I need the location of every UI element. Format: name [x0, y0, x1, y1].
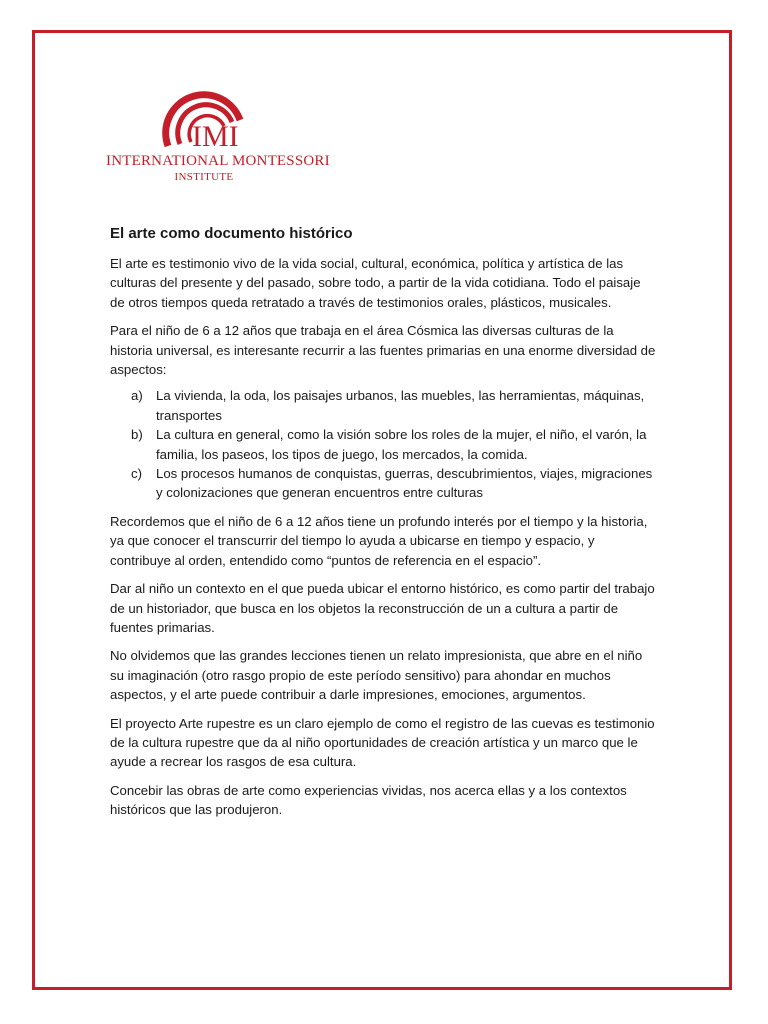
paragraph-historian: Dar al niño un contexto en el que pueda ubicar el entorno histórico, es como partir del trabajo de un historiador, que busca en los objetos la reconstrucción de un a cultura a partir de fuentes primarias. [110, 581, 655, 635]
list-item-text: La vivienda, la oda, los paisajes urbanos, las muebles, las herramientas, máquinas, transportes [156, 388, 645, 423]
paragraph-great-lessons: No olvidemos que las grandes lecciones tienen un relato impresionista, que abre en el niño su imaginación (otro rasgo propio de este período sensitivo) para ahondar en muchos aspectos, y el arte puede contribuir a darle impresiones, emociones, argumentos. [110, 648, 643, 703]
list-item-text: Los procesos humanos de conquistas, guerras, descubrimientos, viajes, migraciones y colonizaciones que generan encuentros entre culturas [156, 466, 653, 501]
paragraph-cosmic-area: Para el niño de 6 a 12 años que trabaja en el área Cósmica las diversas culturas de la historia universal, es interesante recurrir a las fuentes primarias en una enorme diversidad de aspectos: [110, 323, 656, 378]
logo-name-line1: INTERNATIONAL MONTESSORI [106, 153, 330, 169]
aspects-list [110, 386, 658, 502]
paragraph-conclusion: Concebir las obras de arte como experiencias vividas, nos acerca ellas y a los contextos históricos que las produjeron. [110, 782, 627, 818]
document-title: El arte como documento histórico [110, 225, 353, 242]
list-item-text: La cultura en general, como la visión sobre los roles de la mujer, el niño, el varón, la familia, los paseos, los tipos de juego, los mercados, la comida. [156, 427, 647, 462]
list-item [110, 386, 658, 425]
paragraph-intro: El arte es testimonio vivo de la vida social, cultural, económica, política y artística de las culturas del presente y del pasado, sobre todo, a partir de la vida cotidiana. Todo el paisaje de otros tiempos queda retratado a través de testimonios orales, plásticos, musicales. [110, 256, 641, 310]
list-item [110, 464, 658, 503]
paragraph-time-interest: Recordemos que el niño de 6 a 12 años tiene un profundo interés por el tiempo y la historia, ya que conocer el transcurrir del tiempo lo ayuda a ubicarse en tiempo y espacio, y contribuye al orden, entendido como “puntos de referencia en el espacio”. [110, 513, 648, 568]
logo-name-line2: INSTITUTE [174, 171, 234, 183]
logo-mark: IMI [192, 120, 239, 153]
imi-logo [106, 84, 330, 184]
list-marker: b) [131, 427, 143, 443]
paragraph-rock-art: El proyecto Arte rupestre es un claro ejemplo de como el registro de las cuevas es testimonio de la cultura rupestre que da al niño oportunidades de creación artística y un marco que le ayude a recrear los rasgos de esa cultura. [110, 715, 655, 770]
document-body [110, 224, 658, 829]
list-marker: c) [131, 466, 142, 482]
list-marker: a) [131, 388, 143, 404]
list-item [110, 425, 658, 464]
